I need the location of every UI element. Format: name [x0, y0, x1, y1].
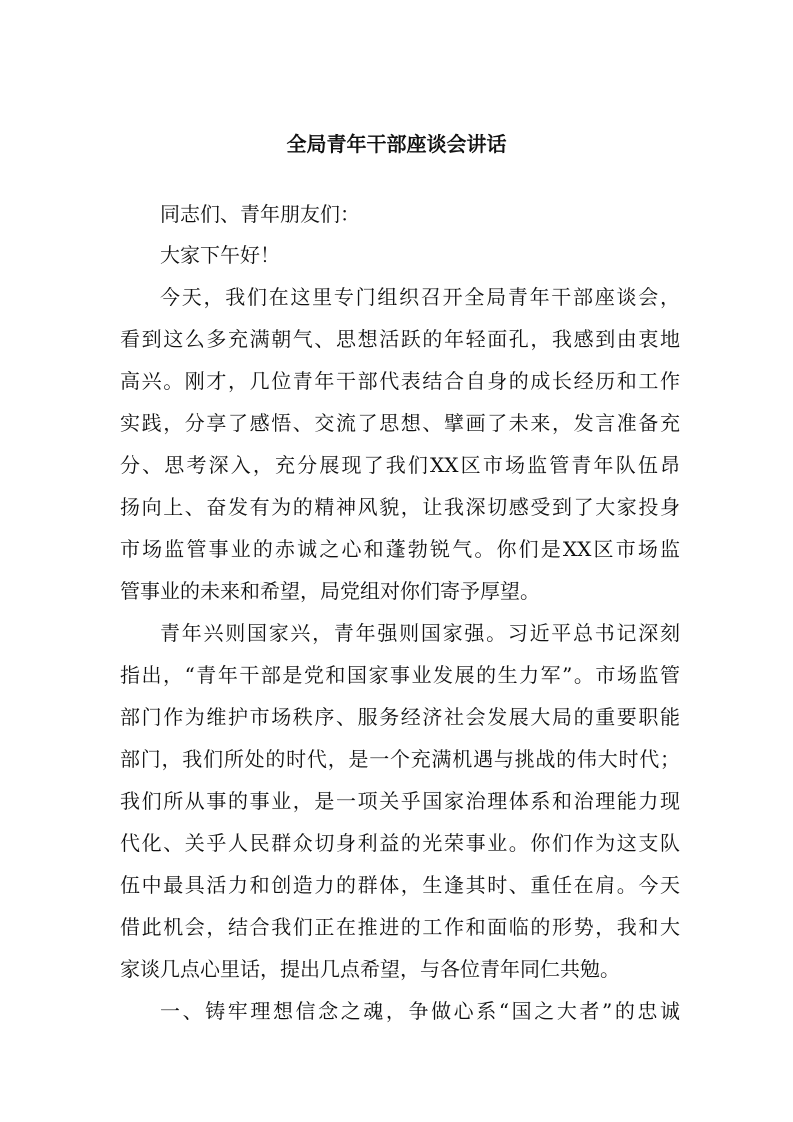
document-title: 全局青年干部座谈会讲话: [286, 132, 507, 156]
body-line: 代化、关乎人民群众切身利益的光荣事业。你们作为这支队: [120, 831, 680, 855]
body-line: 指出，“青年干部是党和国家事业发展的生力军”。市场监管: [120, 663, 680, 687]
body-line: 家谈几点心里话，提出几点希望，与各位青年同仁共勉。: [120, 957, 620, 981]
body-line: 市场监管事业的赤诚之心和蓬勃锐气。你们是XX区市场监: [120, 537, 680, 561]
body-line: 我们所从事的事业，是一项关乎国家治理体系和治理能力现: [120, 789, 680, 813]
body-line: 部门，我们所处的时代，是一个充满机遇与挑战的伟大时代；: [120, 747, 680, 771]
salutation-line: 同志们、青年朋友们：: [160, 202, 360, 226]
body-line: 分、思考深入，充分展现了我们XX区市场监管青年队伍昂: [120, 453, 680, 477]
body-line: 高兴。刚才，几位青年干部代表结合自身的成长经历和工作: [120, 369, 680, 393]
body-line: 今天，我们在这里专门组织召开全局青年干部座谈会，: [160, 285, 680, 309]
greeting-line: 大家下午好！: [160, 243, 280, 267]
body-line: 青年兴则国家兴，青年强则国家强。习近平总书记深刻: [160, 621, 680, 645]
body-line: 实践，分享了感悟、交流了思想、擘画了未来，发言准备充: [120, 411, 680, 435]
body-line: 扬向上、奋发有为的精神风貌，让我深切感受到了大家投身: [120, 495, 680, 519]
body-line: 借此机会，结合我们正在推进的工作和面临的形势，我和大: [120, 915, 680, 939]
section-heading-line: 一、铸牢理想信念之魂，争做心系“国之大者”的忠诚: [160, 999, 680, 1023]
body-line: 看到这么多充满朝气、思想活跃的年轻面孔，我感到由衷地: [120, 327, 680, 351]
body-line: 部门作为维护市场秩序、服务经济社会发展大局的重要职能: [120, 705, 680, 729]
body-line: 伍中最具活力和创造力的群体，生逢其时、重任在肩。今天: [120, 873, 680, 897]
body-line: 管事业的未来和希望，局党组对你们寄予厚望。: [120, 579, 540, 603]
